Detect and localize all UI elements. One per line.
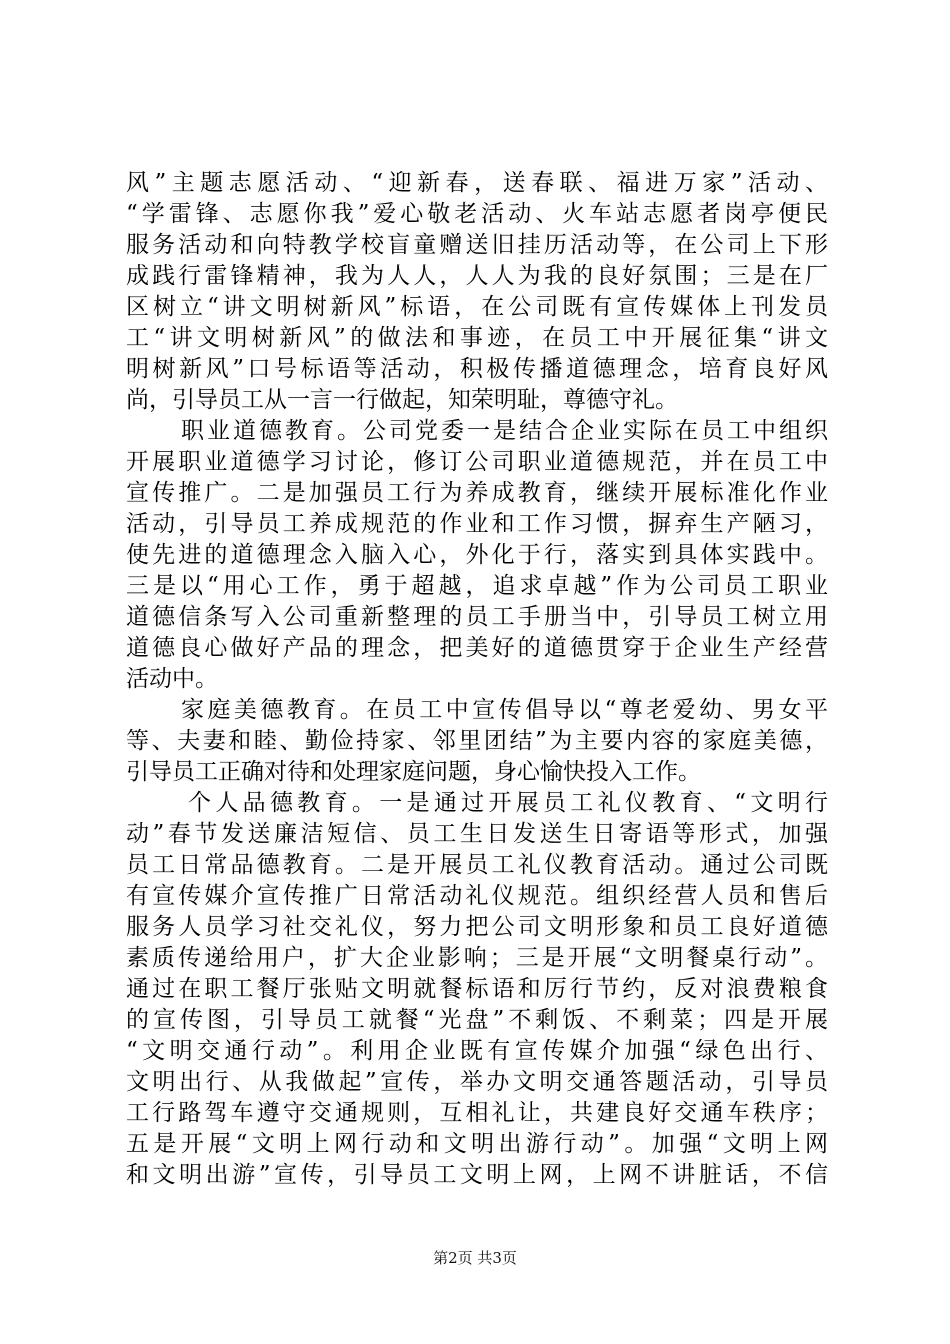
text-line: 有宣传媒介宣传推广日常活动礼仪规范。组织经营人员和售后 (126, 883, 828, 909)
text-line: 五是开展“文明上网行动和文明出游行动”。加强“文明上网 (126, 1131, 828, 1157)
paragraph-volunteer-activities (126, 168, 828, 416)
paragraph-professional-ethics (126, 416, 828, 695)
paragraph-family-virtues (126, 695, 828, 788)
text-line: 动”春节发送廉洁短信、员工生日发送生日寄语等形式，加强 (126, 821, 828, 847)
text-line: 明树新风”口号标语等活动，积极传播道德理念，培育良好风 (126, 356, 828, 382)
text-line: 三是以“用心工作，勇于超越，追求卓越”作为公司员工职业 (126, 573, 828, 599)
text-line: 通过在职工餐厅张贴文明就餐标语和厉行节约，反对浪费粮食 (126, 976, 828, 1002)
text-line: 活动，引导员工养成规范的作业和工作习惯，摒弃生产陋习， (126, 511, 828, 537)
text-line: “文明交通行动”。利用企业既有宣传媒介加强“绿色出行、 (126, 1038, 828, 1064)
text-line: 文明出行、从我做起”宣传，举办文明交通答题活动，引导员 (126, 1069, 828, 1095)
text-line: 区树立“讲文明树新风”标语，在公司既有宣传媒体上刊发员 (126, 294, 828, 320)
text-line: 宣传推广。二是加强员工行为养成教育，继续开展标准化作业 (126, 480, 828, 506)
page-number-footer: 第2页 共3页 (433, 1249, 517, 1267)
text-line: 开展职业道德学习讨论，修订公司职业道德规范，并在员工中 (126, 449, 828, 475)
text-line: 和文明出游”宣传，引导员工文明上网，上网不讲脏话，不信 (126, 1162, 828, 1188)
paragraph-personal-character (126, 788, 828, 1191)
text-line: 尚，引导员工从一言一行做起，知荣明耻，尊德守礼。 (126, 387, 678, 413)
text-line: 使先进的道德理念入脑入心，外化于行，落实到具体实践中。 (126, 542, 828, 568)
text-line: “学雷锋、志愿你我”爱心敬老活动、火车站志愿者岗亭便民 (126, 201, 828, 227)
text-line: 家庭美德教育。在员工中宣传倡导以“尊老爱幼、男女平 (181, 697, 828, 723)
document-body (126, 168, 828, 1191)
text-line: 风”主题志愿活动、“迎新春，送春联、福进万家”活动、 (126, 170, 828, 196)
text-line: 活动中。 (126, 666, 218, 692)
text-line: 素质传递给用户，扩大企业影响；三是开展“文明餐桌行动”。 (126, 945, 828, 971)
text-line: 职业道德教育。公司党委一是结合企业实际在员工中组织 (181, 418, 828, 444)
text-line: 等、夫妻和睦、勤俭持家、邻里团结”为主要内容的家庭美德， (126, 728, 828, 754)
text-line: 道德信条写入公司重新整理的员工手册当中，引导员工树立用 (126, 604, 828, 630)
text-line: 员工日常品德教育。二是开展员工礼仪教育活动。通过公司既 (126, 852, 828, 878)
text-line: 成践行雷锋精神，我为人人，人人为我的良好氛围；三是在厂 (126, 263, 828, 289)
text-line: 的宣传图，引导员工就餐“光盘”不剩饭、不剩菜；四是开展 (126, 1007, 828, 1033)
text-line: 工“讲文明树新风”的做法和事迹，在员工中开展征集“讲文 (126, 325, 828, 351)
text-line: 服务人员学习社交礼仪，努力把公司文明形象和员工良好道德 (126, 914, 828, 940)
text-line: 引导员工正确对待和处理家庭问题，身心愉快投入工作。 (126, 759, 701, 785)
text-line: 个人品德教育。一是通过开展员工礼仪教育、“文明行 (188, 790, 828, 816)
text-line: 道德良心做好产品的理念，把美好的道德贯穿于企业生产经营 (126, 635, 828, 661)
text-line: 工行路驾车遵守交通规则，互相礼让，共建良好交通车秩序； (126, 1100, 828, 1126)
text-line: 服务活动和向特教学校盲童赠送旧挂历活动等，在公司上下形 (126, 232, 828, 258)
